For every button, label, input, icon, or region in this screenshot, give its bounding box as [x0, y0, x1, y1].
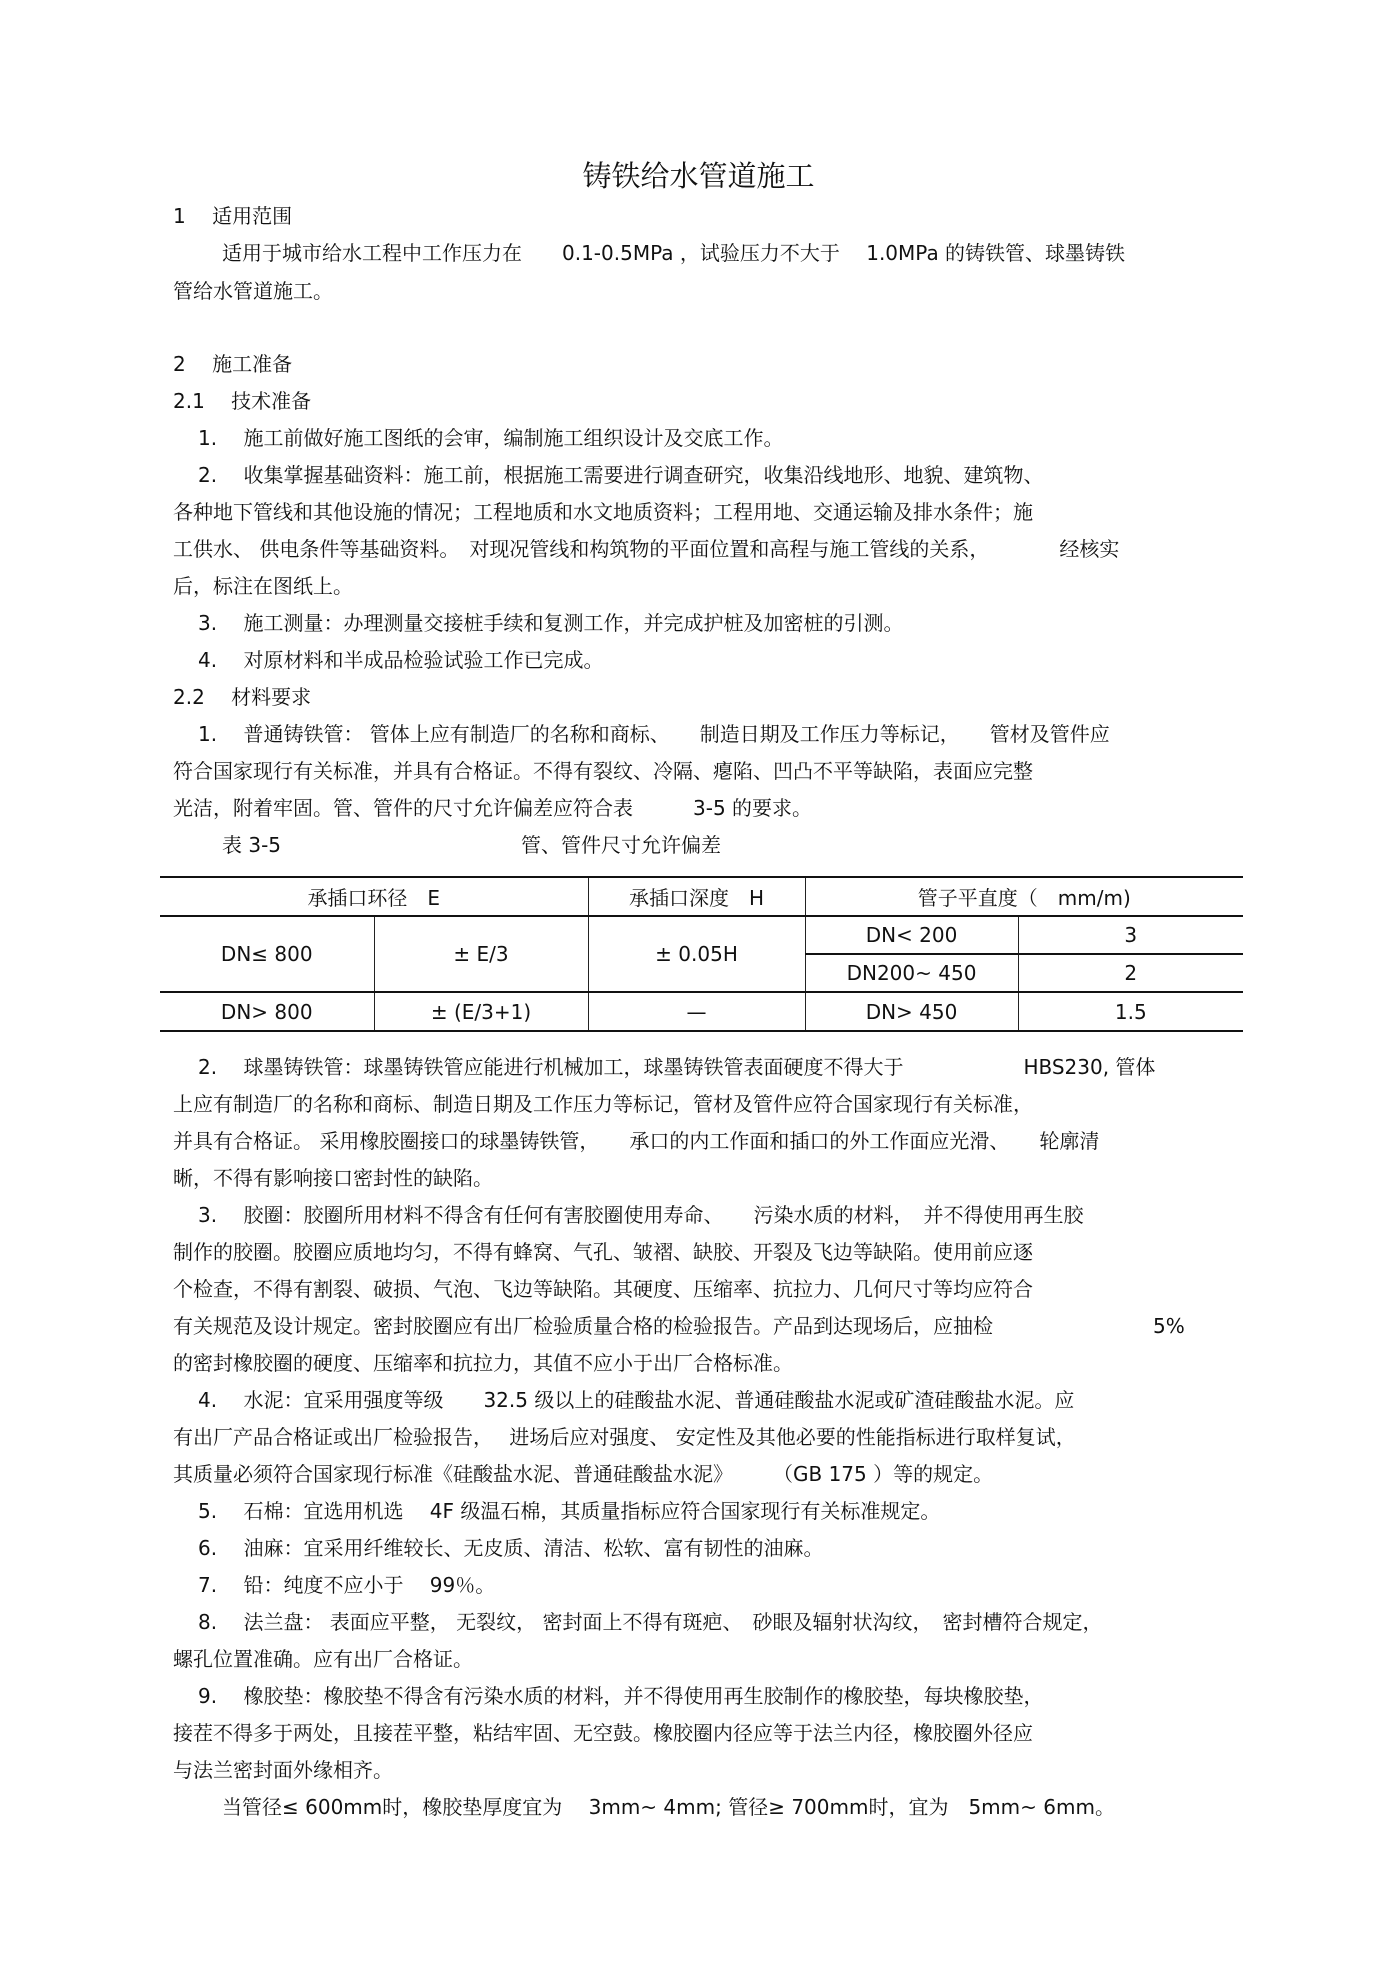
- text-line: 工供水、 供电条件等基础资料。 对现况管线和构筑物的平面位置和高程与施工管线的关系， 经核实: [173, 537, 1120, 561]
- text-line: 当管径≤ 600mm时，橡胶垫厚度宜为 3mm~ 4mm; 管径≥ 700mm时，宜为 5mm~ 6mm。: [222, 1795, 1115, 1819]
- text-line: 与法兰密封面外缘相齐。: [173, 1758, 393, 1782]
- text-line: 表 3-5 管、管件尺寸允许偏差: [222, 833, 722, 857]
- text-line: 6. 油麻：宜采用纤维较长、无皮质、清洁、松软、富有韧性的油麻。: [198, 1536, 824, 1560]
- text-line: 并具有合格证。 采用橡胶圈接口的球墨铸铁管， 承口的内工作面和插口的外工作面应光滑、 轮廓清: [173, 1129, 1100, 1153]
- header-socket-depth: 承插口深度 H: [588, 877, 805, 916]
- text-line: 管给水管道施工。: [173, 279, 333, 303]
- text-line: 3. 施工测量：办理测量交接桩手续和复测工作，并完成护桩及加密桩的引测。: [198, 611, 904, 635]
- text-line: 3. 胶圈：胶圈所用材料不得含有任何有害胶圈使用寿命、 污染水质的材料， 并不得使用再生胶: [198, 1203, 1084, 1227]
- text-line: 制作的胶圈。胶圈应质地均匀，不得有蜂窝、气孔、皱褶、缺胶、开裂及飞边等缺陷。使用前应逐: [173, 1240, 1033, 1264]
- cell-h: ± 0.05H: [588, 916, 805, 992]
- text-line: 4. 水泥：宜采用强度等级 32.5 级以上的硅酸盐水泥、普通硅酸盐水泥或矿渣硅酸盐水泥。应: [198, 1388, 1075, 1412]
- cell-straightness-range: DN200~ 450: [805, 954, 1018, 992]
- text-line: 光洁，附着牢固。管、管件的尺寸允许偏差应符合表 3-5 的要求。: [173, 796, 813, 820]
- text-line: 4. 对原材料和半成品检验试验工作已完成。: [198, 648, 604, 672]
- text-line: 其质量必须符合国家现行标准《硅酸盐水泥、普通硅酸盐水泥》 （GB 175 ）等的规定。: [173, 1462, 994, 1486]
- text-line: 2.2 材料要求: [173, 685, 312, 709]
- text-line: 1. 普通铸铁管： 管体上应有制造厂的名称和商标、 制造日期及工作压力等标记， 管材及管件应: [198, 722, 1110, 746]
- text-line: 有出厂产品合格证或出厂检验报告， 进场后应对强度、 安定性及其他必要的性能指标进行取样复试，: [173, 1425, 1076, 1449]
- cell-straightness-value: 2: [1018, 954, 1243, 992]
- text-line: 1 适用范围: [173, 204, 293, 228]
- text-line: 8. 法兰盘： 表面应平整， 无裂纹， 密封面上不得有斑疤、 砂眼及辐射状沟纹， 密封槽符合规定，: [198, 1610, 1103, 1634]
- text-line: 上应有制造厂的名称和商标、制造日期及工作压力等标记，管材及管件应符合国家现行有关标准，: [173, 1092, 1033, 1116]
- text-line: 7. 铅：纯度不应小于 99％。: [198, 1573, 496, 1597]
- cell-straightness-value: 1.5: [1018, 992, 1243, 1031]
- document-title: 铸铁给水管道施工: [582, 159, 815, 193]
- text-line: 2. 收集掌握基础资料：施工前，根据施工需要进行调查研究，收集沿线地形、地貌、建筑物、: [198, 463, 1044, 487]
- text-line: 5. 石棉：宜选用机选 4F 级温石棉，其质量指标应符合国家现行有关标准规定。: [198, 1499, 941, 1523]
- cell-h: —: [588, 992, 805, 1031]
- text-line: 适用于城市给水工程中工作压力在 0.1-0.5MPa ，试验压力不大于 1.0MPa 的铸铁管、球墨铸铁: [222, 241, 1126, 265]
- text-line: 2.1 技术准备: [173, 389, 312, 413]
- text-line: 螺孔位置准确。应有出厂合格证。: [173, 1647, 473, 1671]
- cell-e: ± E/3: [374, 916, 588, 992]
- table-row: [160, 992, 1243, 1031]
- text-line: 2 施工准备: [173, 352, 293, 376]
- cell-dn: DN≤ 800: [160, 916, 374, 992]
- text-line: 个检查，不得有割裂、破损、气泡、飞边等缺陷。其硬度、压缩率、抗拉力、几何尺寸等均应符合: [173, 1277, 1033, 1301]
- text-line: 晰，不得有影响接口密封性的缺陷。: [173, 1166, 493, 1190]
- text-line: 的密封橡胶圈的硬度、压缩率和抗拉力，其值不应小于出厂合格标准。: [173, 1351, 793, 1375]
- cell-straightness-range: DN> 450: [805, 992, 1018, 1031]
- text-line: 1. 施工前做好施工图纸的会审，编制施工组织设计及交底工作。: [198, 426, 784, 450]
- text-line: 后，标注在图纸上。: [173, 574, 353, 598]
- text-line: 2. 球墨铸铁管：球墨铸铁管应能进行机械加工，球墨铸铁管表面硬度不得大于 HBS230, 管体: [198, 1055, 1156, 1079]
- table-header-row: [160, 877, 1243, 916]
- text-line: 接茬不得多于两处，且接茬平整，粘结牢固、无空鼓。橡胶圈内径应等于法兰内径，橡胶圈外径应: [173, 1721, 1033, 1745]
- text-line: 有关规范及设计规定。密封胶圈应有出厂检验质量合格的检验报告。产品到达现场后，应抽检 5%: [173, 1314, 1185, 1338]
- cell-straightness-range: DN< 200: [805, 916, 1018, 954]
- header-straightness: 管子平直度（ mm/m): [805, 877, 1243, 916]
- cell-dn: DN> 800: [160, 992, 374, 1031]
- header-socket-diameter: 承插口环径 E: [160, 877, 588, 916]
- cell-straightness-value: 3: [1018, 916, 1243, 954]
- table-row: [160, 916, 1243, 954]
- tolerance-table: [160, 876, 1243, 1032]
- text-line: 9. 橡胶垫：橡胶垫不得含有污染水质的材料，并不得使用再生胶制作的橡胶垫，每块橡胶垫，: [198, 1684, 1044, 1708]
- text-line: 各种地下管线和其他设施的情况；工程地质和水文地质资料；工程用地、交通运输及排水条件；施: [173, 500, 1033, 524]
- cell-e: ± (E/3+1): [374, 992, 588, 1031]
- text-line: 符合国家现行有关标准，并具有合格证。不得有裂纹、冷隔、瘪陷、凹凸不平等缺陷，表面应完整: [173, 759, 1033, 783]
